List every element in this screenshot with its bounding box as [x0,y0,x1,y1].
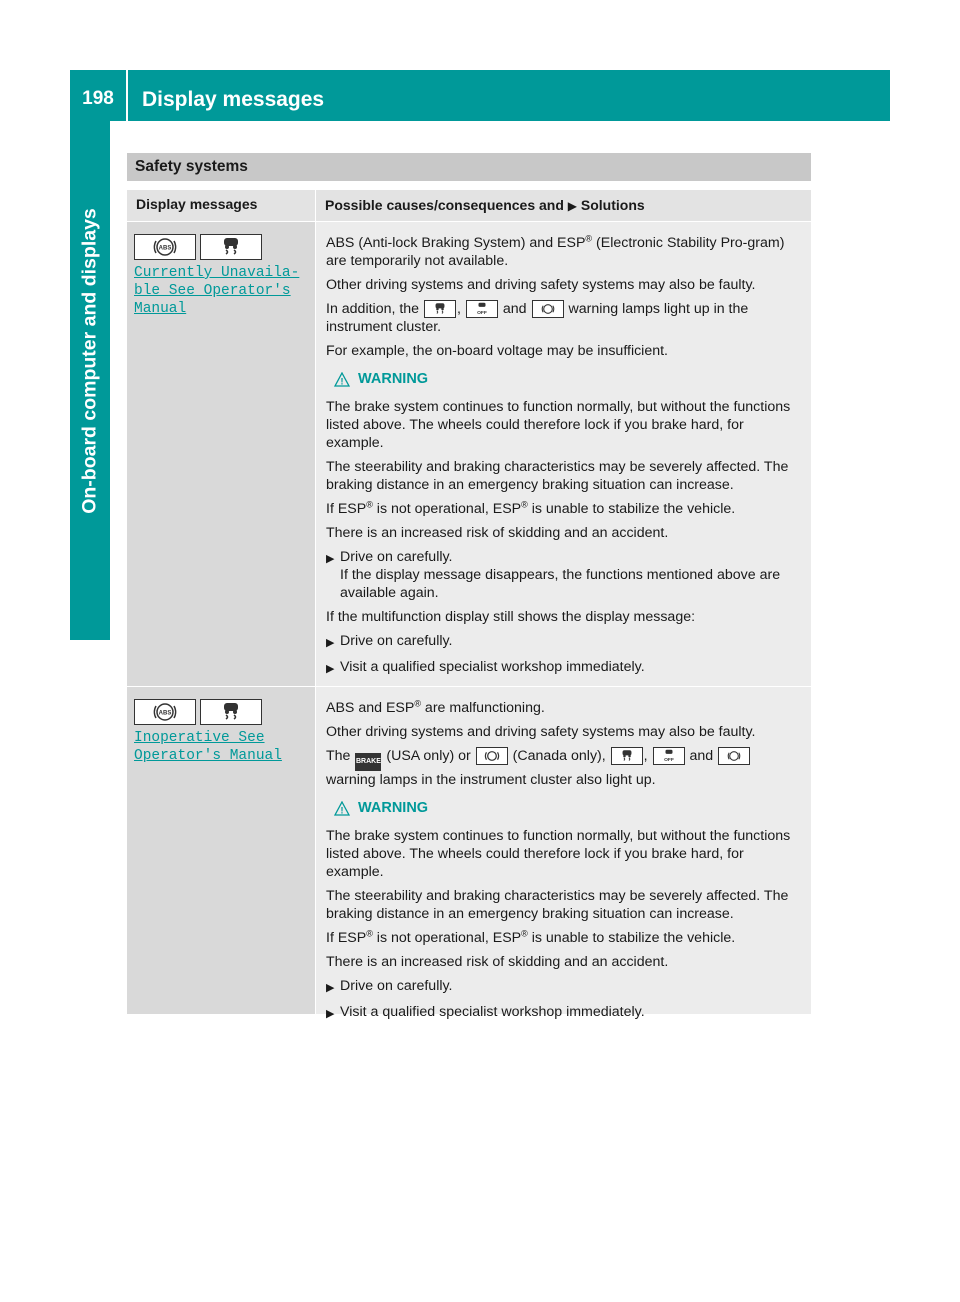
column-header-solutions: Solutions [580,197,645,213]
text: , [457,301,461,317]
list-item [326,1003,802,1023]
paragraph: For example, the on-board voltage may be insufficient. [326,343,669,359]
text: are malfunctioning. [420,700,545,716]
svg-text:OFF: OFF [663,757,674,763]
text: If ESP [326,501,367,517]
reg-mark: ® [585,233,593,244]
table-header [127,190,811,221]
table-row [127,686,811,1020]
warning-label [334,799,802,817]
paragraph [326,300,802,336]
arrow-icon: ▶ [326,637,335,649]
display-message-cell [127,222,315,686]
warning-icons [134,699,308,725]
paragraph: The steerability and braking characteristics may be severely affected. The braking distance in an emergency braking situation can increase. [326,459,789,493]
abs-icon [532,300,564,318]
text: ABS and ESP [326,700,415,716]
reg-mark: ® [521,499,528,510]
paragraph: There is an increased risk of skidding and an accident. [326,525,669,541]
paragraph: Other driving systems and driving safety systems may also be faulty. [326,277,756,293]
column-header-causes-text: Possible causes/consequences and [325,197,564,213]
text: ABS (Anti-lock Braking System) and ESP [326,235,586,251]
paragraph [326,234,802,270]
esp-icon [200,699,262,725]
paragraph [326,929,802,947]
display-message-cell [127,687,315,1014]
paragraph [326,699,802,717]
causes-cell [315,222,811,686]
esp-icon [424,300,456,318]
esp-off-icon [653,747,685,765]
text: Visit a qualified specialist workshop immediately. [340,1004,645,1020]
list-item [326,977,802,997]
esp-off-icon [466,300,498,318]
arrow-icon: ▶ [326,1008,335,1020]
display-message-text: Inoperative See Operator's Manual [134,730,282,764]
text: (Electronic Stability Pro-gram) are temporarily not available. [326,235,785,269]
table-row [127,221,811,686]
reg-mark: ® [366,499,373,510]
warning-triangle-icon [334,801,350,816]
paragraph [326,500,802,518]
text: warning lamps in the instrument cluster also light up. [326,772,656,788]
text: and [689,748,714,764]
text: (Canada only), [512,748,606,764]
arrow-icon: ▶ [326,553,335,565]
esp-icon [611,747,643,765]
column-header-messages: Display messages [136,196,258,212]
paragraph: Other driving systems and driving safety systems may also be faulty. [326,724,756,740]
list-item [326,548,802,602]
warning-icons [134,234,308,260]
abs-icon [134,699,196,725]
text: (USA only) or [386,748,471,764]
page-header [70,70,890,121]
warning-label [334,370,802,388]
warning-text: WARNING [358,800,429,816]
side-tab-label-wrap [70,121,110,601]
section-title: Display messages [142,87,325,111]
svg-text:!: ! [340,376,344,386]
table-title: Safety systems [127,153,811,181]
text: Visit a qualified specialist workshop immediately. [340,659,645,675]
text: warning lamps light up in the instrument cluster. [326,301,749,335]
brake-warning-circle-icon [476,747,508,765]
abs-icon [718,747,750,765]
text: The [326,748,351,764]
paragraph: The brake system continues to function normally, but without the functions listed above. The wheels could therefore lock if you brake hard, for example. [326,828,791,880]
arrow-icon: ▶ [326,663,335,675]
text: If ESP [326,930,367,946]
text: Drive on carefully. [340,633,453,649]
svg-text:ABS: ABS [158,245,172,252]
list-item [326,658,802,678]
paragraph: If the multifunction display still shows the display message: [326,609,696,625]
warning-triangle-icon [334,372,350,387]
svg-text:OFF: OFF [477,310,487,316]
text: is unable to stabilize the vehicle. [527,501,736,517]
paragraph: There is an increased risk of skidding and an accident. [326,954,669,970]
page-number: 198 [70,70,128,121]
warning-text: WARNING [358,371,429,387]
solutions-arrow-icon: ▶ [567,199,578,213]
paragraph: The brake system continues to function normally, but without the functions listed above. The wheels could therefore lock if you brake hard, for example. [326,399,791,451]
abs-icon [134,234,196,260]
arrow-icon: ▶ [326,982,335,994]
reg-mark: ® [521,928,528,939]
causes-cell [315,687,811,1020]
text: In addition, the [326,301,420,317]
list-item [326,632,802,652]
text: is not operational, ESP [372,501,522,517]
paragraph [326,747,802,789]
text: , [643,748,648,764]
text: Drive on carefully. [340,978,453,994]
column-header-causes [315,190,811,221]
reg-mark: ® [414,698,421,709]
svg-text:!: ! [340,805,344,815]
reg-mark: ® [366,928,373,939]
text: Drive on carefully. [340,549,453,565]
svg-text:ABS: ABS [158,710,172,717]
brake-icon-label: BRAKE [355,758,381,765]
brake-icon [355,753,381,771]
paragraph: The steerability and braking characteristics may be severely affected. The braking distance in an emergency braking situation can increase. [326,888,789,922]
display-message-text: Currently Unavaila- ble See Operator's Manual [134,265,300,317]
esp-icon [200,234,262,260]
text: If the display message disappears, the functions mentioned above are available again. [340,567,781,601]
side-tab-label: On-board computer and displays [78,208,101,514]
text: and [502,301,527,317]
text: is unable to stabilize the vehicle. [527,930,736,946]
safety-systems-table [127,153,811,1020]
text: is not operational, ESP [372,930,522,946]
